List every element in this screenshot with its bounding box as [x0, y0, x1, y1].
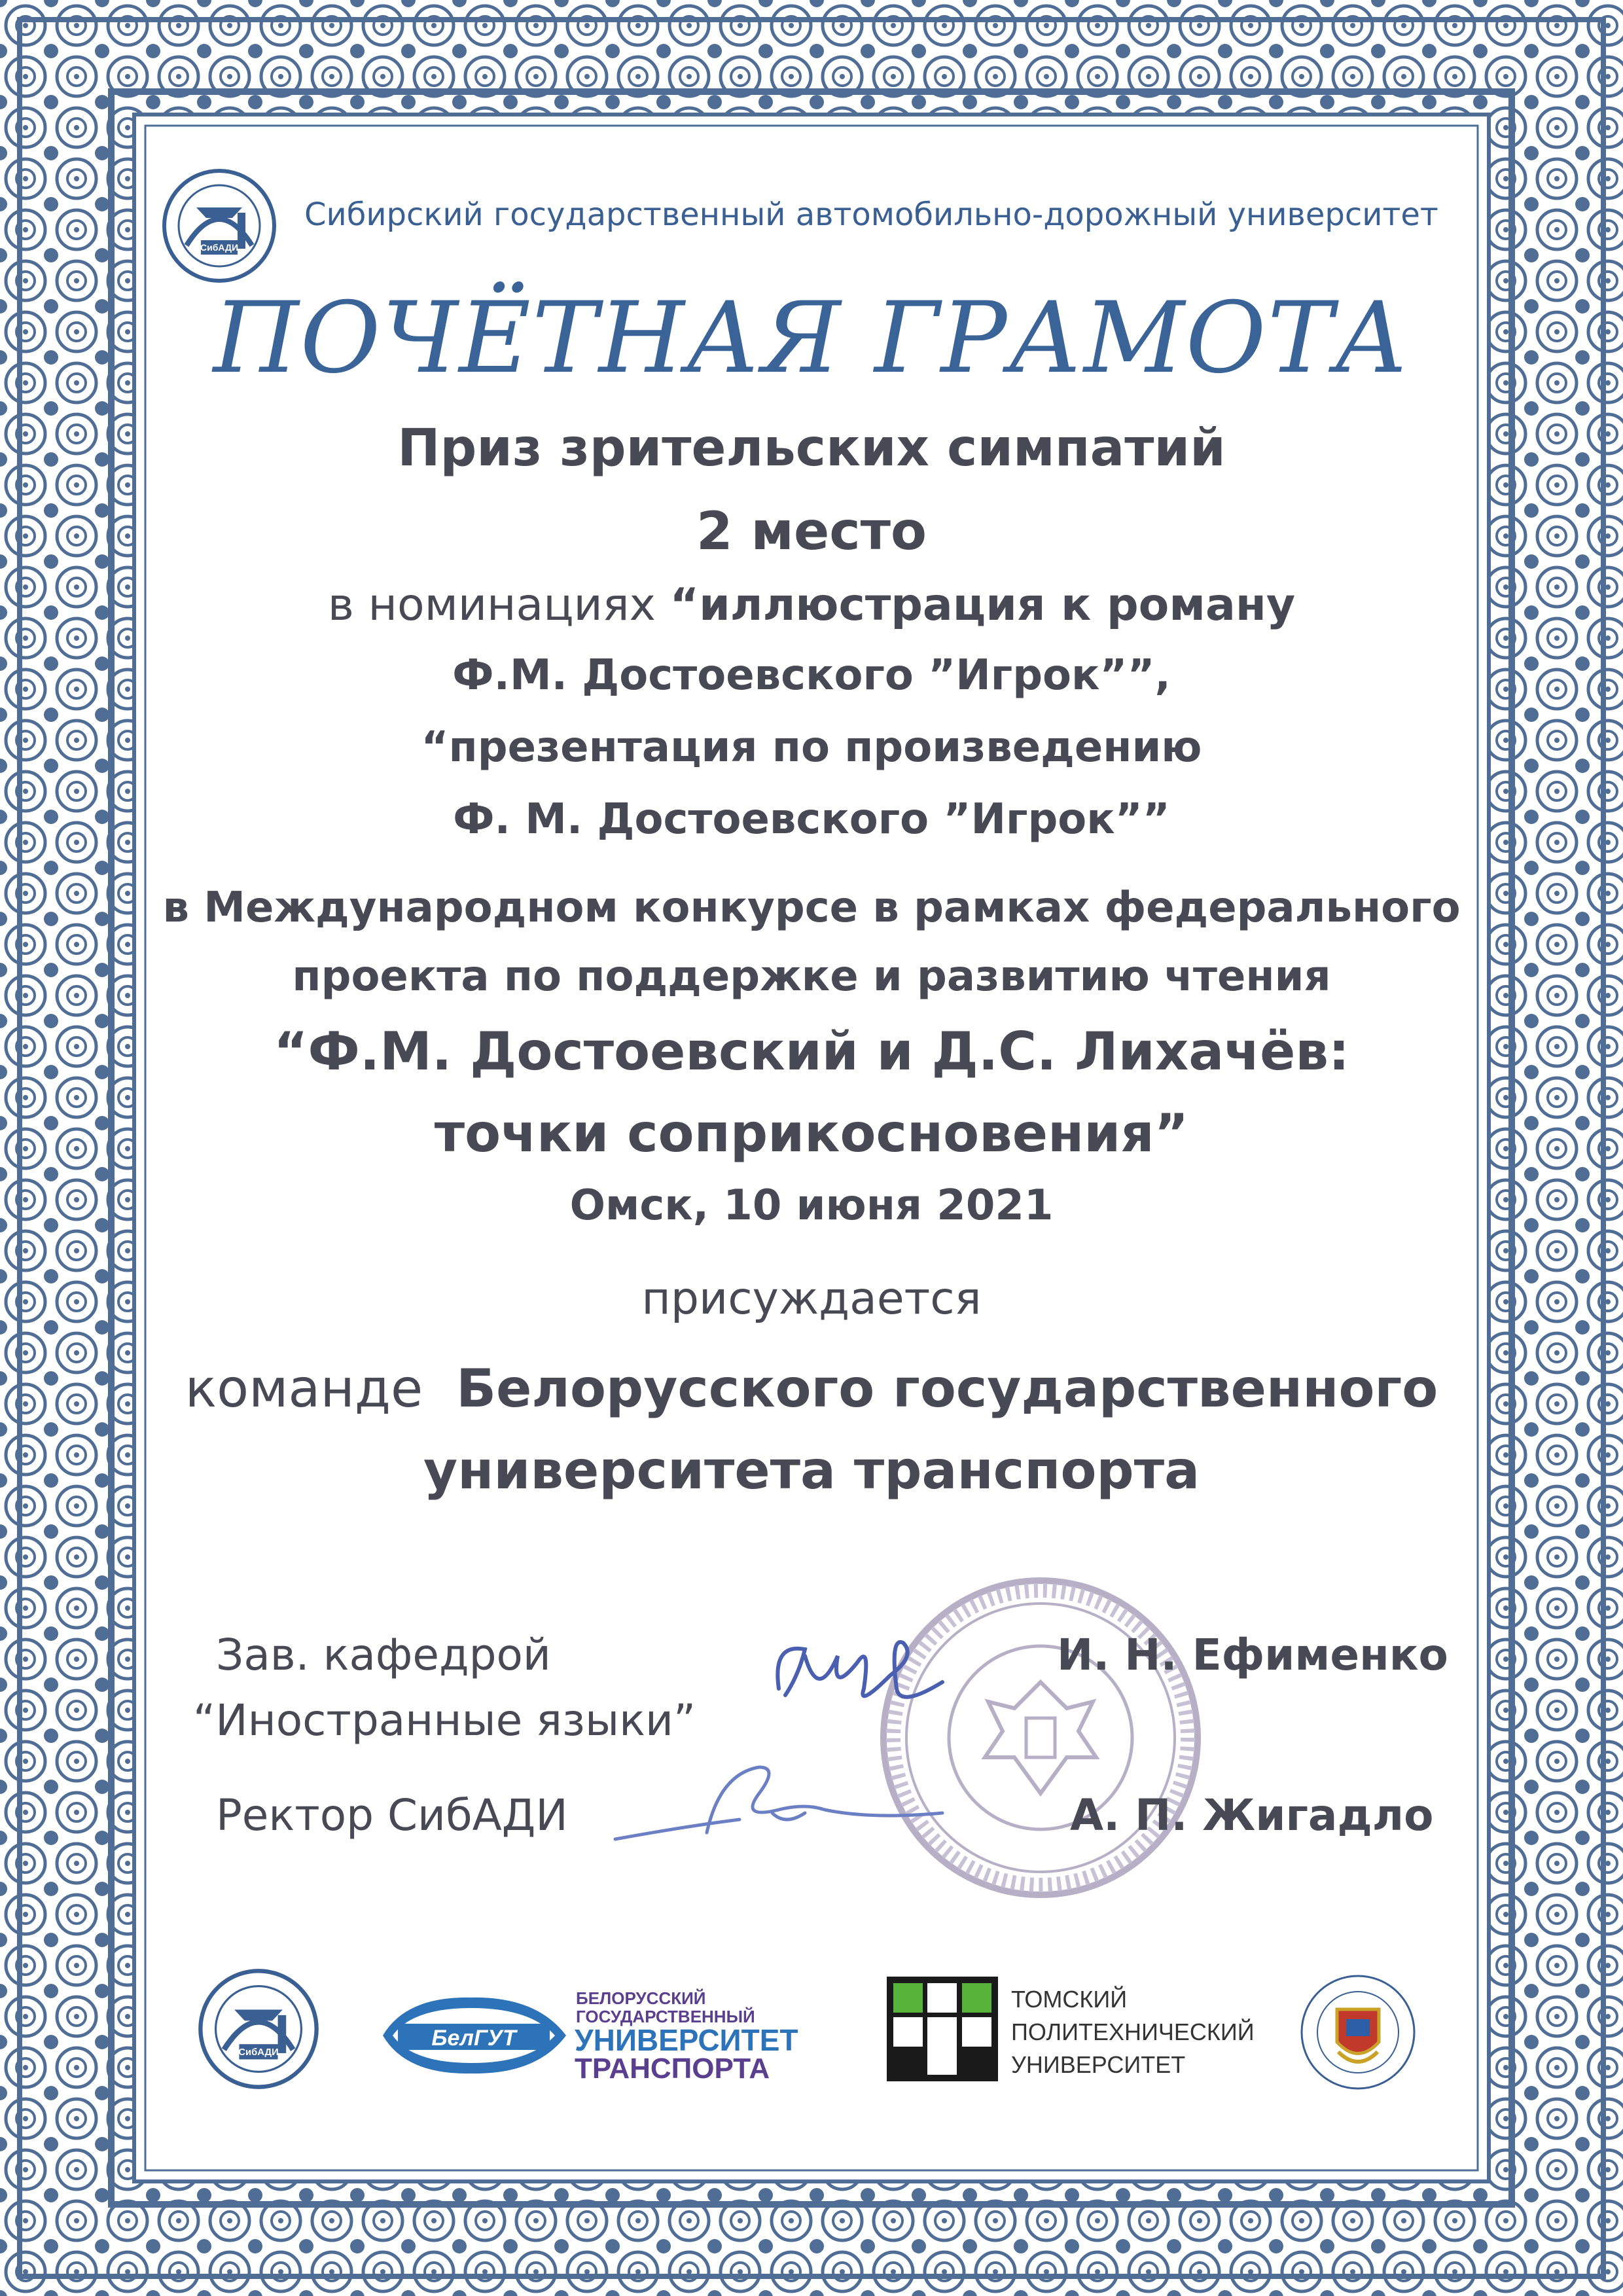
- belgut-line2: ГОСУДАРСТВЕННЫЙ: [576, 2007, 755, 2026]
- tpu-name-line: УНИВЕРСИТЕТ: [1011, 2051, 1186, 2078]
- nomination-text: “презентация по произведению: [421, 723, 1202, 772]
- belgut-line3: УНИВЕРСИТЕТ: [575, 2023, 798, 2057]
- sibadi-logo: [160, 167, 278, 285]
- signer-name: И. Н. Ефименко: [1057, 1630, 1448, 1680]
- belgut-badge: БелГУТ: [431, 2026, 516, 2051]
- nomination-text: Ф. М. Достоевского ”Игрок””: [453, 795, 1170, 844]
- belgut-logo: [380, 1983, 825, 2081]
- contest-name: точки соприкосновения”: [434, 1103, 1189, 1164]
- omgtu-emblem: [1299, 1973, 1417, 2091]
- belgut-line1: БЕЛОРУССКИЙ: [576, 1988, 706, 2008]
- signature-efimenko: [759, 1617, 955, 1721]
- tpu-logo: [887, 1977, 998, 2081]
- footer-sibadi-label: СибАДИ: [238, 2047, 279, 2058]
- place-date: Омск, 10 июня 2021: [569, 1181, 1054, 1230]
- recipient-prefix: команде: [185, 1358, 423, 1419]
- signer-role: Ректор СибАДИ: [216, 1790, 568, 1840]
- contest-line: проекта по поддержке и развитию чтения: [292, 952, 1331, 1001]
- sibadi-logo-label: СибАДИ: [200, 242, 239, 253]
- awarded-text: присуждается: [641, 1273, 982, 1325]
- nomination-text: “иллюстрация к роману: [669, 579, 1296, 631]
- tpu-name-line: ПОЛИТЕХНИЧЕСКИЙ: [1011, 2018, 1255, 2045]
- nominations-line-1: [157, 579, 1466, 631]
- document-title: ПОЧЁТНАЯ ГРАМОТА: [213, 281, 1410, 395]
- contest-line: в Международном конкурсе в рамках федерального: [162, 884, 1461, 932]
- organization-name: Сибирский государственный автомобильно-дорожный университет: [304, 196, 1438, 233]
- signer-role: “Иностранные языки”: [193, 1695, 696, 1746]
- signer-role: Зав. кафедрой: [216, 1630, 551, 1680]
- belgut-line4: ТРАНСПОРТА: [575, 2053, 770, 2081]
- recipient-name: Белорусского государственного: [456, 1358, 1438, 1419]
- tpu-name-line: ТОМСКИЙ: [1011, 1986, 1128, 2013]
- signature-zhigadlo: [609, 1748, 949, 1859]
- signer-name: А. П. Жигадло: [1070, 1790, 1434, 1840]
- prize-name: Приз зрительских симпатий: [397, 419, 1226, 478]
- recipient-line-1: [157, 1358, 1466, 1419]
- nomination-text: Ф.М. Достоевского ”Игрок””,: [452, 651, 1171, 700]
- recipient-name: университета транспорта: [423, 1440, 1200, 1501]
- contest-name: “Ф.М. Достоевский и Д.С. Лихачёв:: [273, 1021, 1350, 1082]
- tpu-name: [1011, 1983, 1255, 2081]
- nominations-prefix: в номинациях: [327, 579, 656, 631]
- footer-sibadi-logo: [196, 1967, 321, 2091]
- place: 2 место: [696, 501, 927, 562]
